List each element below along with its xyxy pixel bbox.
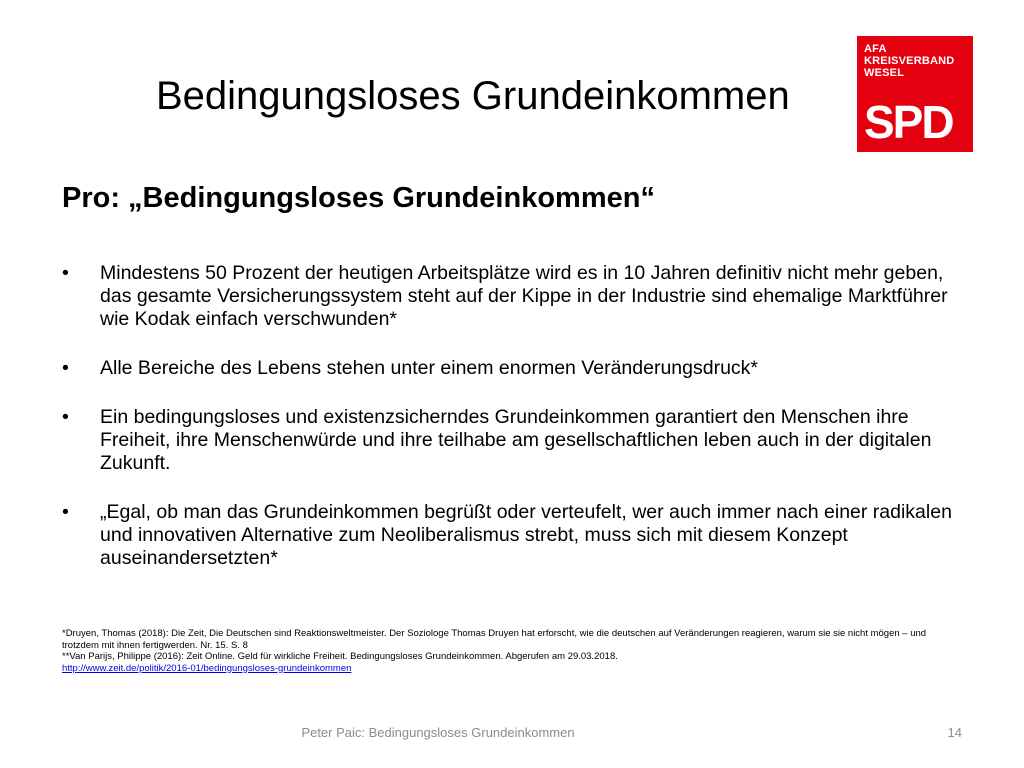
logo-line-afa: AFA <box>864 43 887 55</box>
logo-org-text <box>864 43 954 79</box>
reference-druyen: *Druyen, Thomas (2018): Die Zeit, Die Deutschen sind Reaktionsweltmeister. Der Soziologe Thomas Druyen hat erforscht, wie die deutschen auf Veränderungen reagieren, warum sie sie nicht mögen – und trotzdem mit ihnen fertigwerden. Nr. 15. S. 8 <box>62 628 927 651</box>
slide-title: Bedingungsloses Grundeinkommen <box>156 74 790 118</box>
bullet-text: „Egal, ob man das Grundeinkommen begrüßt oder verteufelt, wer auch immer nach einer radikalen und innovativen Alternative zum Neoliberalismus strebt, muss sich mit diesem Konzept auseinandersetzten* <box>100 501 952 569</box>
bullet-text: Ein bedingungsloses und existenzsicherndes Grundeinkommen garantiert den Menschen ihre Freiheit, ihre Menschenwürde und ihre teilhabe am gesellschaftlichen leben auch in der digitalen Zukunft. <box>100 406 932 474</box>
bullet-icon: • <box>62 406 69 428</box>
bullet-list <box>62 262 972 596</box>
bullet-icon: • <box>62 501 69 523</box>
bullet-item <box>62 262 972 331</box>
spd-logo <box>857 36 973 152</box>
logo-line-wesel: WESEL <box>864 67 905 79</box>
bullet-item <box>62 501 972 570</box>
page-number: 14 <box>947 725 962 740</box>
bullet-item <box>62 406 972 475</box>
bullet-item <box>62 357 972 380</box>
bullet-text: Alle Bereiche des Lebens stehen unter einem enormen Veränderungsdruck* <box>100 357 759 379</box>
reference-link[interactable]: http://www.zeit.de/politik/2016-01/bedingungsloses-grundeinkommen <box>62 662 352 674</box>
reference-van-parijs: **Van Parijs, Philippe (2016): Zeit Online. Geld für wirkliche Freiheit. Bedingungsloses Grundeinkommen. Abgerufen am 29.03.2018. <box>62 651 618 662</box>
logo-brand-text: SPD <box>864 96 953 148</box>
slide-subtitle: Pro: „Bedingungsloses Grundeinkommen“ <box>62 182 655 214</box>
bullet-text: Mindestens 50 Prozent der heutigen Arbeitsplätze wird es in 10 Jahren definitiv nicht mehr geben, das gesamte Versicherungssystem steht auf der Kippe in der Industrie sind ehemalige Marktführer wie Kodak einfach verschwunden* <box>100 262 948 330</box>
bullet-icon: • <box>62 357 69 379</box>
logo-line-kreisverband: KREISVERBAND <box>864 55 955 67</box>
slide-footer: Peter Paic: Bedingungsloses Grundeinkommen <box>301 725 575 740</box>
references <box>62 628 962 674</box>
bullet-icon: • <box>62 262 69 284</box>
